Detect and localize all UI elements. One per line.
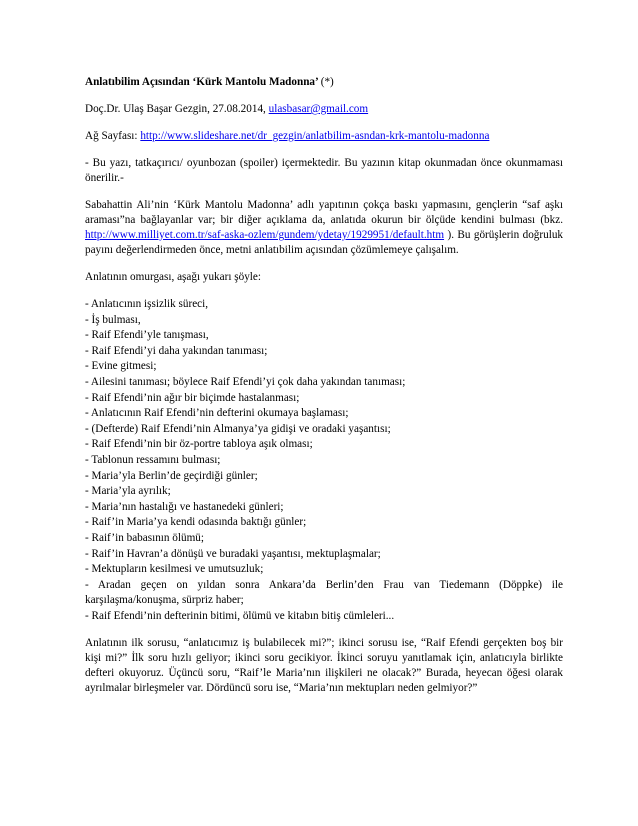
intro-paragraph <box>85 198 563 258</box>
document-title <box>85 75 563 90</box>
list-item: - Maria’nın hastalığı ve hastanedeki günleri; <box>85 500 284 513</box>
list-item: - Raif Efendi’nin defterinin bitimi, ölümü ve kitabın bitiş cümleleri... <box>85 609 395 622</box>
list-item: - Raif Efendi’yi daha yakından tanıması; <box>85 344 268 357</box>
list-item: - Anlatıcının işsizlik süreci, <box>85 298 209 310</box>
list-item: - Raif Efendi’yle tanışması, <box>85 329 209 342</box>
list-item: - Maria’yla Berlin’de geçirdiği günler; <box>85 469 258 482</box>
list-item: - Tablonun ressamını bulması; <box>85 453 221 466</box>
list-item: - Evine gitmesi; <box>85 360 157 373</box>
list-item: - İş bulması, <box>85 313 141 326</box>
backbone-heading: Anlatının omurgası, aşağı yukarı şöyle: <box>85 271 261 283</box>
list-item: - (Defterde) Raif Efendi’nin Almanya’ya gidişi ve oradaki yaşantısı; <box>85 422 391 435</box>
author-line <box>85 102 563 117</box>
backbone-list <box>85 297 563 624</box>
title-text: Anlatıbilim Açısından ‘Kürk Mantolu Madonna’ <box>85 76 318 88</box>
title-footnote-mark: (*) <box>320 76 334 88</box>
questions-paragraph: Anlatının ilk sorusu, “anlatıcımız iş bulabilecek mi?”; ikinci sorusu ise, “Raif Efendi gerçekten boş bir kişi mi?” İlk soru hızlı geliyor; ikinci soru gecikiyor. İkinci soruyu yanıtlamak için, anlatıcıyla birlikte defteri okuyoruz. Üçüncü soru, “Raif’le Maria’nın ilişkileri ne olacak?” Burada, heyecan öğesi olarak ayrılmalar birleşmeler var. Dördüncü soru ise, “Maria’nın mektupları neden gelmiyor?” <box>85 637 563 695</box>
document-page <box>85 68 563 708</box>
list-item: - Maria’yla ayrılık; <box>85 485 171 498</box>
list-item: - Mektupların kesilmesi ve umutsuzluk; <box>85 563 264 576</box>
list-item: - Raif’in Maria’ya kendi odasında baktığı günler; <box>85 516 307 529</box>
spoiler-note: - Bu yazı, tatkaçırıcı/ oyunbozan (spoiler) içermektedir. Bu yazının kitap okunmadan önce okunmaması önerilir.- <box>85 157 563 184</box>
author-info: Doç.Dr. Ulaş Başar Gezgin, 27.08.2014, <box>85 103 266 115</box>
list-item: - Raif’in Havran’a dönüşü ve buradaki yaşantısı, mektuplaşmalar; <box>85 547 381 560</box>
list-item: - Aradan geçen on yıldan sonra Ankara’da Berlin’den Frau van Tiedemann (Döppke) ile karşılaşma/konuşma, sürpriz haber; <box>85 578 563 607</box>
milliyet-link[interactable]: http://www.milliyet.com.tr/saf-aska-ozlem/gundem/ydetay/1929951/default.htm <box>85 229 445 241</box>
intro-text-before: Sabahattin Ali’nin ‘Kürk Mantolu Madonna’ adlı yapıtının çokça baskı yapmasını, gençlerin “saf aşkı araması”na bağlayanlar var; bir diğer açıklama da, anlatıda okurun bir ölçüde kendini bulması (bkz. <box>85 199 563 226</box>
email-link[interactable]: ulasbasar@gmail.com <box>268 103 369 115</box>
intro-text-after: ). Bu görüşlerin doğruluk payını değerlendirmeden önce, metni anlatıbilim açısından çözümlemeye çalışalım. <box>85 229 564 256</box>
list-item: - Anlatıcının Raif Efendi’nin defterini okumaya başlaması; <box>85 407 349 420</box>
web-page-line <box>85 129 563 144</box>
web-page-label: Ağ Sayfası: <box>85 130 138 142</box>
list-item: - Raif’in babasının ölümü; <box>85 531 204 544</box>
list-item: - Ailesini tanıması; böylece Raif Efendi’yi çok daha yakından tanıması; <box>85 375 406 388</box>
slideshare-link[interactable]: http://www.slideshare.net/dr_gezgin/anlatbilim-asndan-krk-mantolu-madonna <box>140 130 490 142</box>
list-item: - Raif Efendi’nin ağır bir biçimde hastalanması; <box>85 391 300 404</box>
list-item: - Raif Efendi’nin bir öz-portre tabloya aşık olması; <box>85 438 313 451</box>
